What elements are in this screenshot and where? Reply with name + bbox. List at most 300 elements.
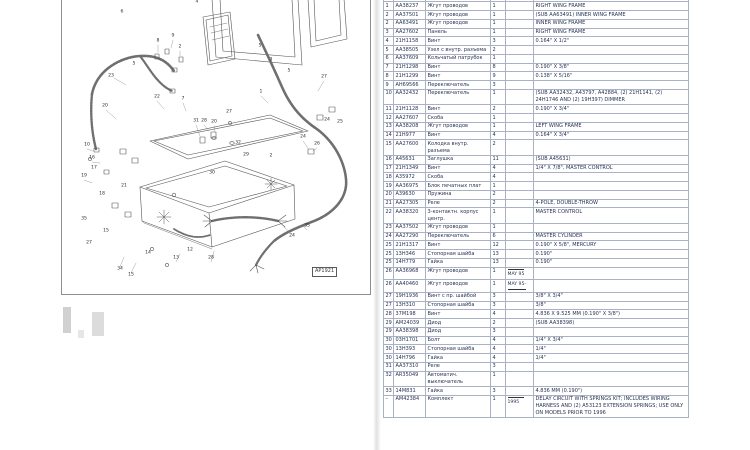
- quantity-cell: 4: [491, 173, 506, 182]
- remark-cell: [534, 173, 689, 182]
- year-cell: [506, 19, 534, 28]
- table-row: [384, 37, 689, 46]
- part-callout-number: 9: [171, 33, 175, 39]
- part-number-cell: 21H1349: [394, 164, 426, 173]
- remark-cell: DELAY CIRCUIT WITH SPRINGS KIT; INCLUDES WIRING HARNESS AND (2) A53123 EXTENSION SPRINGS; USE ONLY ON MODELS PRIOR TO 1996: [534, 395, 689, 417]
- remark-cell: 4-POLE, DOUBLE-THROW: [534, 199, 689, 208]
- quantity-cell: 3: [491, 301, 506, 310]
- part-callout-number: 27: [321, 74, 327, 80]
- quantity-cell: 2: [491, 105, 506, 114]
- item-number-cell: 33: [385, 387, 392, 394]
- description-cell: Переключатель: [426, 89, 491, 105]
- item-number-cell: 12: [385, 114, 392, 121]
- part-number-cell: AA63491: [394, 19, 426, 28]
- quantity-cell: 1: [491, 208, 506, 224]
- table-row: [384, 164, 689, 173]
- item-number-cell: 16: [385, 156, 392, 163]
- table-row: [384, 223, 689, 232]
- quantity-cell: 1: [491, 280, 506, 293]
- quantity-cell: 9: [491, 72, 506, 81]
- table-row: [384, 46, 689, 55]
- year-cell: [506, 232, 534, 241]
- parts-table: [383, 0, 689, 418]
- part-callout-number: 17: [91, 165, 97, 171]
- year-range: 1995: [508, 397, 524, 406]
- table-row: [384, 81, 689, 90]
- description-cell: Жгут проводов: [426, 11, 491, 20]
- quantity-cell: 2: [491, 46, 506, 55]
- table-row: [384, 241, 689, 250]
- description-cell: Гайка: [426, 258, 491, 267]
- remark-cell: 1/4" X 3/4": [534, 336, 689, 345]
- part-callout-number: 26: [314, 141, 320, 147]
- year-cell: [506, 54, 534, 63]
- part-number-cell: AA27602: [394, 28, 426, 37]
- item-number-cell: 26: [384, 280, 394, 293]
- description-cell: Жгут проводов: [426, 2, 491, 11]
- table-row: [384, 131, 689, 140]
- year-cell: [506, 371, 534, 387]
- table-row: [384, 280, 689, 293]
- item-number-cell: 3: [384, 28, 394, 37]
- item-number-cell: 25: [385, 241, 392, 248]
- remark-cell: INNER WING FRAME: [534, 19, 689, 28]
- quantity-cell: 4: [491, 164, 506, 173]
- part-number-cell: 03H1701: [394, 336, 426, 345]
- part-callout-number: 24: [300, 134, 306, 140]
- item-number-cell: 27: [385, 293, 392, 300]
- quantity-cell: 4: [491, 131, 506, 140]
- part-callout-number: 12: [187, 247, 193, 253]
- quantity-cell: 2: [491, 140, 506, 156]
- part-number-cell: 21H1128: [394, 105, 426, 114]
- part-number-cell: 21H977: [394, 131, 426, 140]
- part-callout-number: 35: [304, 223, 310, 229]
- remark-cell: [534, 267, 689, 280]
- remark-cell: [534, 140, 689, 156]
- remark-cell: 4.836 MM (0.190"): [534, 387, 689, 396]
- remark-cell: [534, 46, 689, 55]
- remark-cell: [534, 327, 689, 336]
- part-number-cell: AM24039: [394, 319, 426, 328]
- year-cell: [506, 190, 534, 199]
- item-number-cell: 6: [384, 54, 394, 63]
- part-callout-number: 3: [269, 57, 273, 63]
- quantity-cell: 2: [491, 319, 506, 328]
- quantity-cell: 1: [491, 182, 506, 191]
- part-number-cell: AA38320: [394, 208, 426, 224]
- description-cell: Узел с внутр. разъема: [426, 46, 491, 55]
- table-row: [384, 354, 689, 363]
- description-cell: Блок печатных плат: [426, 182, 491, 191]
- table-row: [384, 54, 689, 63]
- part-number-cell: 37M198: [394, 310, 426, 319]
- table-row: [384, 371, 689, 387]
- description-cell: Диод: [426, 327, 491, 336]
- table-row: [384, 28, 689, 37]
- remark-cell: (SUB AA63491) INNER WING FRAME: [534, 11, 689, 20]
- part-callout-number: 34: [117, 266, 123, 272]
- table-row: [384, 267, 689, 280]
- description-cell: Пружина: [426, 190, 491, 199]
- table-row: [384, 387, 689, 396]
- year-range: MAY 95: [508, 269, 525, 278]
- part-callout-number: 6: [120, 9, 124, 15]
- description-cell: Винт: [426, 63, 491, 72]
- part-callout-number: 31: [193, 118, 199, 124]
- table-row: [384, 182, 689, 191]
- year-cell: [506, 105, 534, 114]
- quantity-cell: 4: [491, 336, 506, 345]
- item-number-cell: 7: [384, 63, 394, 72]
- remark-cell: 1/4" X 7/8", MASTER CONTROL: [534, 164, 689, 173]
- table-row: [384, 345, 689, 354]
- quantity-cell: 1: [491, 28, 506, 37]
- part-number-cell: 14M831: [394, 387, 426, 396]
- part-number-cell: AA38237: [394, 2, 426, 11]
- description-cell: Диод: [426, 319, 491, 328]
- part-callout-number: 4: [195, 0, 199, 5]
- part-number-cell: AA27305: [394, 199, 426, 208]
- part-number-cell: 14H779: [394, 258, 426, 267]
- table-row: [384, 395, 689, 417]
- quantity-cell: 11: [491, 155, 506, 164]
- part-number-cell: AA27600: [394, 140, 426, 156]
- table-row: [384, 327, 689, 336]
- part-callout-number: 1: [259, 89, 263, 95]
- year-cell: [506, 387, 534, 396]
- description-cell: Скоба: [426, 114, 491, 123]
- year-cell: [506, 46, 534, 55]
- table-row: [384, 89, 689, 105]
- part-callout-number: 27: [86, 240, 92, 246]
- table-row: [384, 319, 689, 328]
- item-number-cell: 22: [384, 208, 394, 224]
- quantity-cell: 8: [491, 63, 506, 72]
- remark-cell: 0.190" X 5/8", MERCURY: [534, 241, 689, 250]
- part-number-cell: 13H310: [394, 301, 426, 310]
- quantity-cell: 3: [491, 292, 506, 301]
- part-number-cell: 21H1299: [394, 72, 426, 81]
- item-number-cell: 21: [385, 200, 392, 206]
- year-range: MAY 95-: [508, 282, 527, 291]
- description-cell: Стопорная шайба: [426, 301, 491, 310]
- item-number-cell: 1: [384, 2, 394, 11]
- part-callout-number: 20: [102, 103, 108, 109]
- part-callout-number: 24: [324, 117, 330, 123]
- year-cell: [506, 173, 534, 182]
- remark-cell: RIGHT WING FRAME: [534, 28, 689, 37]
- remark-cell: [534, 190, 689, 199]
- item-number-cell: 32: [384, 371, 394, 387]
- part-number-cell: 19H1936: [394, 292, 426, 301]
- part-callout-number: 22: [154, 94, 160, 100]
- table-row: [384, 72, 689, 81]
- part-callout-number: 2: [269, 153, 273, 159]
- year-cell: [506, 395, 534, 417]
- table-row: [384, 63, 689, 72]
- remark-cell: [534, 54, 689, 63]
- part-callout-number: 23: [108, 73, 114, 79]
- remark-cell: [534, 371, 689, 387]
- table-row: [384, 301, 689, 310]
- description-cell: Винт: [426, 72, 491, 81]
- description-cell: Винт: [426, 241, 491, 250]
- year-cell: [506, 354, 534, 363]
- parts-table-wrap: [383, 0, 689, 418]
- quantity-cell: 1: [491, 89, 506, 105]
- item-number-cell: 4: [384, 37, 394, 46]
- part-callout-number: 5: [287, 68, 291, 74]
- table-row: [384, 122, 689, 131]
- part-callout-number: 2: [178, 44, 182, 50]
- year-cell: [506, 81, 534, 90]
- year-cell: [506, 267, 534, 280]
- table-row: [384, 310, 689, 319]
- description-cell: Винт с пр. шайбой: [426, 292, 491, 301]
- part-callout-number: 15: [128, 272, 134, 278]
- part-number-cell: AA37501: [394, 11, 426, 20]
- item-number-cell: 20: [385, 191, 392, 198]
- quantity-cell: 3: [491, 362, 506, 371]
- year-cell: [506, 336, 534, 345]
- year-cell: [506, 327, 534, 336]
- description-cell: Жгут проводов: [426, 122, 491, 131]
- part-callout-number: 25: [337, 119, 343, 125]
- description-cell: Комплект: [426, 395, 491, 417]
- part-callout-number: 21: [121, 183, 127, 189]
- description-cell: Жгут проводов: [426, 280, 491, 293]
- part-callout-number: 30: [209, 170, 215, 176]
- remark-cell: (SUB AA32432, A43797, A42884, (2) 21H1141, (2) 24H1746 AND (2) 19H397) DIMMER: [534, 89, 689, 105]
- description-cell: Переключатель: [426, 232, 491, 241]
- description-cell: Винт: [426, 105, 491, 114]
- part-callout-number: 32: [235, 140, 241, 146]
- table-row: [384, 232, 689, 241]
- item-number-cell: 11: [385, 105, 392, 112]
- scan-artifact: [92, 312, 104, 336]
- part-callout-number: 14: [145, 250, 151, 256]
- part-callout-number: 8: [156, 38, 160, 44]
- part-callout-number: 35: [81, 216, 87, 222]
- item-number-cell: 2: [384, 11, 394, 20]
- year-cell: [506, 164, 534, 173]
- item-number-cell: 25: [385, 250, 392, 257]
- year-cell: [506, 89, 534, 105]
- year-cell: [506, 114, 534, 123]
- year-cell: [506, 280, 534, 293]
- remark-cell: 0.190" X 3/4": [534, 105, 689, 114]
- year-cell: [506, 63, 534, 72]
- quantity-cell: 1: [491, 11, 506, 20]
- part-number-cell: AA38505: [394, 46, 426, 55]
- quantity-cell: 3: [491, 327, 506, 336]
- part-callout-number: 24: [289, 233, 295, 239]
- item-number-cell: 10: [384, 89, 394, 105]
- quantity-cell: 4: [491, 310, 506, 319]
- quantity-cell: 1: [491, 114, 506, 123]
- table-row: [384, 190, 689, 199]
- item-number-cell: 30: [385, 354, 392, 361]
- year-cell: [506, 345, 534, 354]
- table-row: [384, 258, 689, 267]
- remark-cell: LEFT WING FRAME: [534, 122, 689, 131]
- remark-cell: 3/8": [534, 301, 689, 310]
- item-number-cell: 19: [385, 182, 392, 189]
- year-cell: [506, 122, 534, 131]
- remark-cell: 0.190" X 3/8": [534, 63, 689, 72]
- part-callout-number: 19: [81, 173, 87, 179]
- part-number-cell: A45631: [394, 155, 426, 164]
- part-number-cell: AA27607: [394, 114, 426, 123]
- year-cell: [506, 258, 534, 267]
- item-number-cell: 25: [385, 259, 392, 266]
- description-cell: Гайка: [426, 354, 491, 363]
- quantity-cell: 1: [491, 267, 506, 280]
- table-row: [384, 2, 689, 11]
- year-cell: [506, 140, 534, 156]
- part-number-cell: 13H393: [394, 345, 426, 354]
- quantity-cell: 1: [491, 54, 506, 63]
- quantity-cell: 4: [491, 354, 506, 363]
- remark-cell: 0.190": [534, 250, 689, 259]
- part-callout-number: 29: [243, 152, 249, 158]
- year-cell: [506, 155, 534, 164]
- part-number-cell: AA27290: [394, 232, 426, 241]
- item-number-cell: 31: [385, 363, 392, 370]
- part-callout-number: 28: [201, 118, 207, 124]
- part-number-cell: AA37502: [394, 223, 426, 232]
- description-cell: Переключатель: [426, 81, 491, 90]
- part-callout-number: 27: [226, 109, 232, 115]
- part-number-cell: AA40460: [394, 280, 426, 293]
- quantity-cell: 12: [491, 241, 506, 250]
- quantity-cell: 6: [491, 232, 506, 241]
- year-cell: [506, 182, 534, 191]
- description-cell: Жгут проводов: [426, 19, 491, 28]
- quantity-cell: 13: [491, 250, 506, 259]
- part-callout-number: 5: [258, 43, 262, 49]
- description-cell: Гайка: [426, 387, 491, 396]
- year-cell: [506, 208, 534, 224]
- part-number-cell: A39630: [394, 190, 426, 199]
- part-number-cell: AA36975: [394, 182, 426, 191]
- remark-cell: 0.164" X 1/2": [534, 37, 689, 46]
- figure-label: AP1921: [312, 267, 337, 277]
- remark-cell: [534, 182, 689, 191]
- quantity-cell: 3: [491, 387, 506, 396]
- quantity-cell: 13: [491, 258, 506, 267]
- item-number-cell: 27: [385, 302, 392, 309]
- remark-cell: (SUB AA38398): [534, 319, 689, 328]
- item-number-cell: 29: [385, 319, 392, 326]
- remark-cell: (SUB A45631): [534, 155, 689, 164]
- item-number-cell: 2: [384, 19, 394, 28]
- item-number-cell: 26: [384, 267, 394, 280]
- part-number-cell: A35972: [394, 173, 426, 182]
- quantity-cell: 1: [491, 122, 506, 131]
- description-cell: Скоба: [426, 173, 491, 182]
- year-cell: [506, 131, 534, 140]
- year-cell: [506, 301, 534, 310]
- scan-artifact: [63, 307, 71, 333]
- quantity-cell: 1: [491, 223, 506, 232]
- item-number-cell: 8: [384, 72, 394, 81]
- description-cell: Кольчатый патрубок: [426, 54, 491, 63]
- remark-cell: MASTER CYLINDER: [534, 232, 689, 241]
- part-callout-number: 7: [181, 96, 185, 102]
- remark-cell: [534, 114, 689, 123]
- remark-cell: [534, 362, 689, 371]
- quantity-cell: 2: [491, 190, 506, 199]
- description-cell: Болт: [426, 336, 491, 345]
- remark-cell: 4.836 X 9.525 MM (0.190" X 3/8"): [534, 310, 689, 319]
- table-row: [384, 11, 689, 20]
- table-row: [384, 173, 689, 182]
- item-number-cell: 15: [384, 140, 394, 156]
- table-row: [384, 155, 689, 164]
- description-cell: Реле: [426, 362, 491, 371]
- table-row: [384, 292, 689, 301]
- table-row: [384, 114, 689, 123]
- year-cell: [506, 37, 534, 46]
- year-cell: [506, 310, 534, 319]
- remark-cell: 0.190": [534, 258, 689, 267]
- table-row: [384, 362, 689, 371]
- year-cell: [506, 250, 534, 259]
- year-cell: [506, 319, 534, 328]
- item-number-cell: 28: [385, 310, 392, 317]
- remark-cell: 0.164" X 3/4": [534, 131, 689, 140]
- description-cell: Винт: [426, 164, 491, 173]
- part-number-cell: 21H1298: [394, 63, 426, 72]
- diagram-drawing: [62, 0, 370, 293]
- quantity-cell: 3: [491, 81, 506, 90]
- item-number-cell: 23: [385, 224, 392, 231]
- part-number-cell: 21H1317: [394, 241, 426, 250]
- item-number-cell: 30: [385, 345, 392, 352]
- remark-cell: MASTER CONTROL: [534, 208, 689, 224]
- part-callout-number: 28: [208, 255, 214, 261]
- remark-cell: RIGHT WING FRAME: [534, 2, 689, 11]
- description-cell: Стопорная шайба: [426, 345, 491, 354]
- year-cell: [506, 199, 534, 208]
- year-cell: [506, 223, 534, 232]
- description-cell: Заглушка: [426, 155, 491, 164]
- table-row: [384, 19, 689, 28]
- part-number-cell: AA38208: [394, 122, 426, 131]
- item-number-cell: 30: [385, 337, 392, 344]
- description-cell: Винт: [426, 131, 491, 140]
- table-row: [384, 336, 689, 345]
- remark-cell: 1/4": [534, 345, 689, 354]
- part-number-cell: 13H346: [394, 250, 426, 259]
- part-number-cell: AA37609: [394, 54, 426, 63]
- item-number-cell: –: [384, 395, 394, 417]
- remark-cell: 1/4": [534, 354, 689, 363]
- year-cell: [506, 28, 534, 37]
- description-cell: Жгут проводов: [426, 267, 491, 280]
- table-row: [384, 140, 689, 156]
- part-callout-number: 18: [99, 191, 105, 197]
- scan-shadow: [373, 0, 381, 450]
- scan-artifact: [78, 330, 84, 338]
- table-row: [384, 208, 689, 224]
- part-number-cell: 21H1158: [394, 37, 426, 46]
- part-callout-number: 16: [89, 155, 95, 161]
- part-number-cell: AA36968: [394, 267, 426, 280]
- remark-cell: [534, 81, 689, 90]
